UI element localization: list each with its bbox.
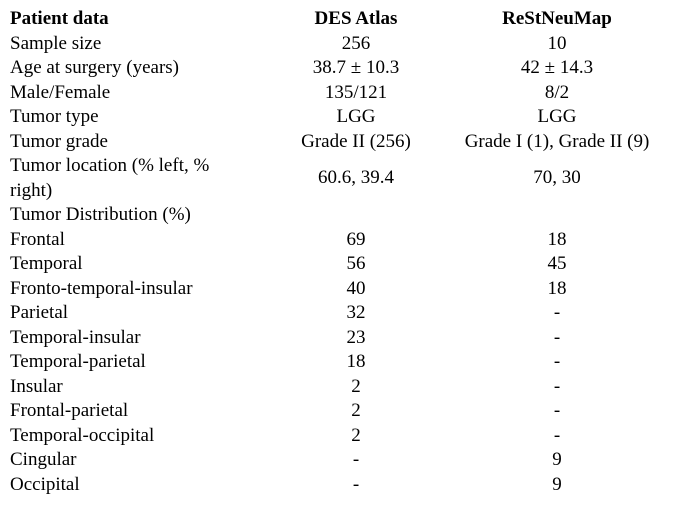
restneumap-value: 18 bbox=[547, 277, 567, 299]
row-label: Age at surgery (years) bbox=[10, 57, 179, 78]
restneumap-value bbox=[456, 203, 658, 228]
row-label: Sample size bbox=[10, 32, 102, 54]
row-label: Temporal-insular bbox=[10, 326, 141, 348]
patient-data-table bbox=[10, 7, 658, 497]
row-label: Temporal bbox=[10, 253, 83, 274]
row-label: Temporal-parietal bbox=[10, 351, 146, 372]
restneumap-value: - bbox=[553, 326, 561, 348]
des-atlas-value: 60.6, 39.4 bbox=[318, 167, 394, 189]
row-label: Tumor type bbox=[10, 106, 99, 127]
table-row bbox=[10, 350, 658, 375]
des-atlas-value: 256 bbox=[341, 32, 371, 54]
row-label: Tumor location (% left, % right) bbox=[10, 155, 210, 201]
header-patient-data: Patient data bbox=[10, 8, 109, 29]
restneumap-value: - bbox=[553, 375, 561, 397]
restneumap-value: LGG bbox=[537, 106, 577, 127]
des-atlas-value: 2 bbox=[351, 375, 361, 397]
restneumap-value: - bbox=[553, 351, 561, 372]
restneumap-value: - bbox=[553, 424, 561, 446]
row-label: Tumor grade bbox=[10, 130, 108, 152]
table-row bbox=[10, 81, 658, 106]
des-atlas-value: LGG bbox=[336, 106, 376, 127]
header-des-atlas: DES Atlas bbox=[314, 8, 398, 29]
row-label: Fronto-temporal-insular bbox=[10, 277, 193, 299]
des-atlas-value bbox=[256, 203, 456, 228]
des-atlas-value: 69 bbox=[346, 228, 366, 250]
des-atlas-value: 23 bbox=[346, 326, 366, 348]
table-row bbox=[10, 399, 658, 424]
restneumap-value: 10 bbox=[547, 32, 567, 54]
des-atlas-value: 38.7 ± 10.3 bbox=[312, 57, 400, 78]
table-row bbox=[10, 326, 658, 351]
table-row bbox=[10, 448, 658, 473]
des-atlas-value: - bbox=[352, 449, 360, 470]
restneumap-value: Grade I (1), Grade II (9) bbox=[464, 130, 650, 152]
header-restneumap: ReStNeuMap bbox=[502, 8, 612, 29]
row-label: Occipital bbox=[10, 473, 80, 495]
table-row bbox=[10, 473, 658, 498]
row-label: Frontal bbox=[10, 228, 65, 250]
row-label: Cingular bbox=[10, 449, 77, 470]
table-row bbox=[10, 252, 658, 277]
table-row bbox=[10, 105, 658, 130]
des-atlas-value: 32 bbox=[346, 302, 366, 323]
row-label: Parietal bbox=[10, 302, 69, 323]
des-atlas-value: 56 bbox=[346, 253, 366, 274]
table-row bbox=[10, 375, 658, 400]
des-atlas-value: Grade II (256) bbox=[301, 130, 411, 152]
restneumap-value: 42 ± 14.3 bbox=[520, 57, 594, 78]
restneumap-value: 9 bbox=[552, 449, 562, 470]
row-label: Temporal-occipital bbox=[10, 424, 155, 446]
table-row bbox=[10, 228, 658, 253]
table-row bbox=[10, 130, 658, 155]
restneumap-value: - bbox=[553, 302, 561, 323]
restneumap-value: 70, 30 bbox=[533, 167, 581, 189]
table-row bbox=[10, 56, 658, 81]
des-atlas-value: - bbox=[352, 473, 360, 495]
des-atlas-value: 2 bbox=[351, 424, 361, 446]
des-atlas-value: 135/121 bbox=[324, 81, 388, 103]
table-row bbox=[10, 424, 658, 449]
restneumap-value: 8/2 bbox=[544, 81, 570, 103]
table-row bbox=[10, 277, 658, 302]
row-label: Insular bbox=[10, 375, 63, 397]
row-label: Male/Female bbox=[10, 81, 111, 103]
row-label: Frontal-parietal bbox=[10, 400, 129, 421]
restneumap-value: 18 bbox=[547, 228, 567, 250]
restneumap-value: 9 bbox=[552, 473, 562, 495]
restneumap-value: 45 bbox=[547, 253, 567, 274]
table-header-row bbox=[10, 7, 658, 32]
des-atlas-value: 18 bbox=[346, 351, 366, 372]
des-atlas-value: 2 bbox=[351, 400, 361, 421]
table-row bbox=[10, 32, 658, 57]
row-label: Tumor Distribution (%) bbox=[10, 204, 191, 225]
table-row bbox=[10, 154, 658, 203]
des-atlas-value: 40 bbox=[346, 277, 366, 299]
table-row bbox=[10, 203, 658, 228]
restneumap-value: - bbox=[553, 400, 561, 421]
table-row bbox=[10, 301, 658, 326]
